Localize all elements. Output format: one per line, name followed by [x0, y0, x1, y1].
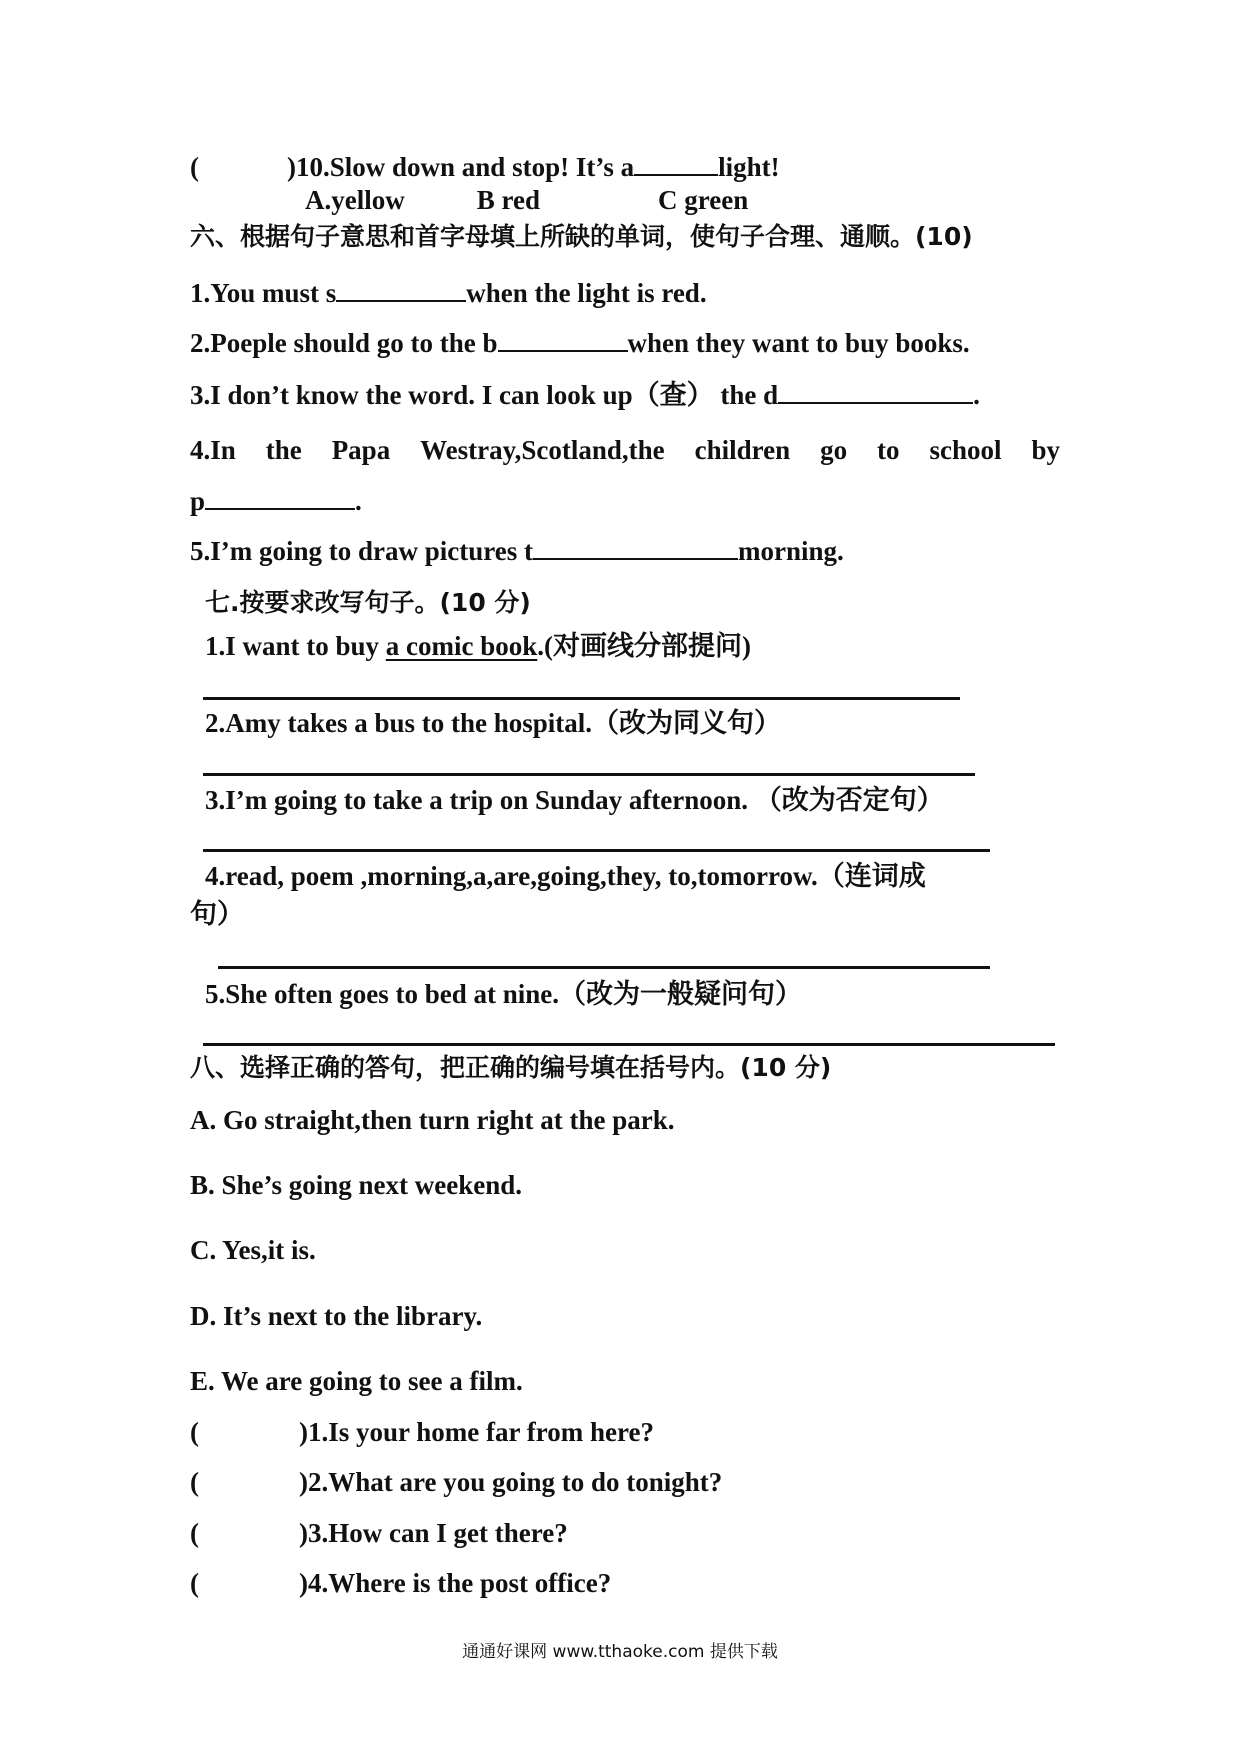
answer-blank[interactable] — [205, 484, 355, 510]
s8-question-2 — [190, 1466, 722, 1498]
word: to — [877, 435, 900, 465]
s8-option-b: B. She’s going next weekend. — [190, 1170, 523, 1200]
word: Westray,Scotland,the — [420, 435, 665, 465]
question-text: )4.Where is the post office? — [299, 1568, 612, 1598]
question-text: )1.Is your home far from here? — [299, 1417, 654, 1447]
item-text-after: when the light is red. — [466, 278, 707, 308]
item-text: 1.You must s — [190, 278, 337, 308]
item-text: 1.I want to buy — [205, 631, 386, 661]
s6-item-2 — [190, 326, 970, 359]
s6-item-4-line2 — [190, 484, 362, 517]
s6-item-5 — [190, 534, 844, 567]
s8-option-c: C. Yes,it is. — [190, 1235, 316, 1265]
s8-question-1 — [190, 1416, 654, 1448]
item-text: p — [190, 486, 206, 516]
answer-paren[interactable]: ( — [190, 1417, 199, 1447]
answer-paren[interactable]: ( — [190, 1568, 199, 1598]
answer-paren: ( — [190, 152, 199, 182]
question-text: )3.How can I get there? — [299, 1518, 568, 1548]
word: by — [1031, 435, 1060, 465]
s8-option-e: E. We are going to see a film. — [190, 1366, 523, 1396]
underlined-phrase: a comic book — [385, 631, 538, 661]
answer-blank[interactable] — [634, 150, 718, 176]
s7-item-5: 5.She often goes to bed at nine.（改为一般疑问句） — [205, 979, 803, 1009]
answer-blank[interactable] — [336, 276, 466, 302]
question-text: )10.Slow down and stop! It’s a — [287, 152, 635, 182]
answer-blank[interactable] — [533, 534, 738, 560]
s7-item-4-wrap: 句） — [190, 899, 244, 929]
word: the — [265, 435, 302, 465]
word: Papa — [331, 435, 391, 465]
footer-source: 通通好课网 www.tthaoke.com 提供下载 — [462, 1642, 778, 1662]
s7-item-4: 4.read, poem ,morning,a,are,going,they, to,tomorrow.（连词成 — [205, 861, 926, 891]
s8-option-a: A. Go straight,then turn right at the park. — [190, 1105, 675, 1135]
s7-item-3: 3.I’m going to take a trip on Sunday afternoon. （改为否定句） — [205, 785, 944, 815]
section-8-heading: 八、选择正确的答句，把正确的编号填在括号内。(10 分) — [190, 1053, 832, 1082]
question-10-options — [305, 184, 748, 216]
answer-blank[interactable] — [778, 378, 973, 404]
word: 4.In — [190, 435, 236, 465]
s6-item-4-line1 — [190, 434, 1060, 466]
answer-line-1[interactable] — [203, 697, 960, 700]
question-text-after: light! — [718, 152, 780, 182]
s8-question-3 — [190, 1517, 568, 1549]
answer-line-4[interactable] — [218, 966, 990, 969]
answer-line-5[interactable] — [203, 1043, 1055, 1046]
item-text-after: . — [973, 380, 980, 410]
question-10 — [190, 150, 780, 183]
item-text-after: when they want to buy books. — [627, 328, 970, 358]
s8-question-4 — [190, 1567, 611, 1599]
answer-blank[interactable] — [498, 326, 628, 352]
item-text-after: . — [355, 486, 362, 516]
section-6-heading: 六、根据句子意思和首字母填上所缺的单词，使句子合理、通顺。(10) — [190, 222, 973, 251]
s8-option-d: D. It’s next to the library. — [190, 1301, 483, 1331]
s6-item-3 — [190, 378, 980, 411]
answer-line-3[interactable] — [203, 849, 990, 852]
answer-paren[interactable]: ( — [190, 1518, 199, 1548]
option-c: C green — [658, 185, 749, 215]
s7-item-2: 2.Amy takes a bus to the hospital.（改为同义句） — [205, 708, 782, 738]
item-text: 2.Poeple should go to the b — [190, 328, 498, 358]
section-7-heading: 七.按要求改写句子。(10 分) — [205, 588, 531, 617]
answer-line-2[interactable] — [203, 773, 975, 776]
item-text-after: morning. — [737, 536, 844, 566]
item-text: 3.I don’t know the word. I can look up（查） the d — [190, 380, 779, 410]
word: children — [694, 435, 791, 465]
s7-item-1 — [205, 630, 751, 662]
answer-paren[interactable]: ( — [190, 1467, 199, 1497]
option-b: B red — [476, 185, 540, 215]
s6-item-1 — [190, 276, 707, 309]
question-text: )2.What are you going to do tonight? — [299, 1467, 723, 1497]
item-text: 5.I’m going to draw pictures t — [190, 536, 533, 566]
item-text-after: .(对画线分部提问) — [537, 631, 752, 661]
word: school — [929, 435, 1002, 465]
word: go — [820, 435, 848, 465]
option-a: A.yellow — [305, 185, 405, 215]
